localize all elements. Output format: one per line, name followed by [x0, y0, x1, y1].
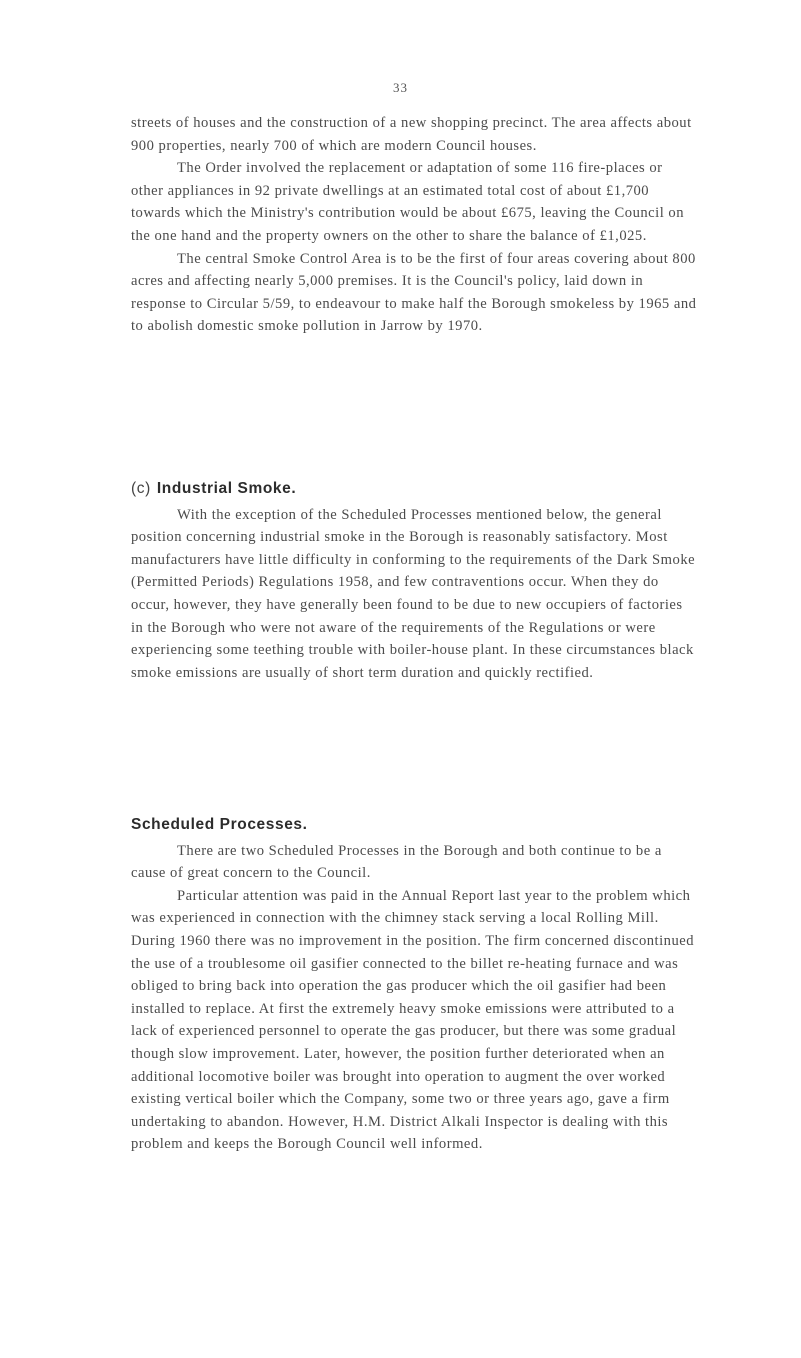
paragraph-order: The Order involved the replacement or adaptation of some 116 fire-places or other appliances in 92 private dwellings at an estimated total cost of about £1,700 towards which the Ministry's contribution would be about £675, leaving the Council on the one hand and the property owners on the other to share the balance of £1,025. [131, 160, 685, 244]
section-industrial-smoke [131, 478, 699, 684]
intro-block [131, 112, 699, 338]
section-scheduled-processes [131, 814, 699, 1156]
paragraph-two-processes: There are two Scheduled Processes in the Borough and both continue to be a cause of great concern to the Council. [131, 842, 662, 882]
paragraph-industrial: With the exception of the Scheduled Processes mentioned below, the general position concerning industrial smoke in the Borough is reasonably satisfactory. Most manufacturers have little difficulty in conforming to the requirements of the Dark Smoke (Permitted Periods) Regulations 1958, and few contraventions occur. When they do occur, however, they have generally been found to be due to new occupiers of factories in the Borough who were not aware of the requirements of the Regulations or were experiencing some teething trouble with boiler-house plant. In these circumstances black smoke emissions are usually of short term duration and quickly rectified. [131, 506, 696, 681]
section-title: Industrial Smoke. [156, 480, 297, 497]
paragraph-rolling-mill: Particular attention was paid in the Annual Report last year to the problem which was experienced in connection with the chimney stack serving a local Rolling Mill. During 1960 there was no improvement in the position. The firm concerned discontinued the use of a troublesome oil gasifier connected to the billet re-heating furnace and was obliged to bring back into operation the gas producer which the oil gasifier had been installed to replace. At first the extremely heavy smoke emissions were attributed to a lack of experienced personnel to operate the gas producer, but there was some gradual though slow improvement. Later, however, the position further deteriorated when an additional locomotive boiler was brought into operation to augment the over worked existing vertical boiler which the Company, some two or three years ago, gave a firm undertaking to abandon. However, H.M. District Alkali Inspector is dealing with this problem and keeps the Borough Council well informed. [131, 887, 695, 1153]
page-number: 33 [393, 80, 408, 95]
section-label: (c) [131, 480, 151, 497]
section-heading-scheduled: Scheduled Processes. [131, 816, 308, 833]
paragraph-streets: streets of houses and the construction of a new shopping precinct. The area affects about 900 properties, nearly 700 of which are modern Council houses. [131, 115, 692, 154]
section-heading-industrial [131, 478, 699, 501]
paragraph-smoke-control-area: The central Smoke Control Area is to be the first of four areas covering about 800 acres and affecting nearly 5,000 premises. It is the Council's policy, laid down in response to Circular 5/59, to endeavour to make half the Borough smokeless by 1965 and to abolish domestic smoke pollution in Jarrow by 1970. [131, 250, 697, 335]
